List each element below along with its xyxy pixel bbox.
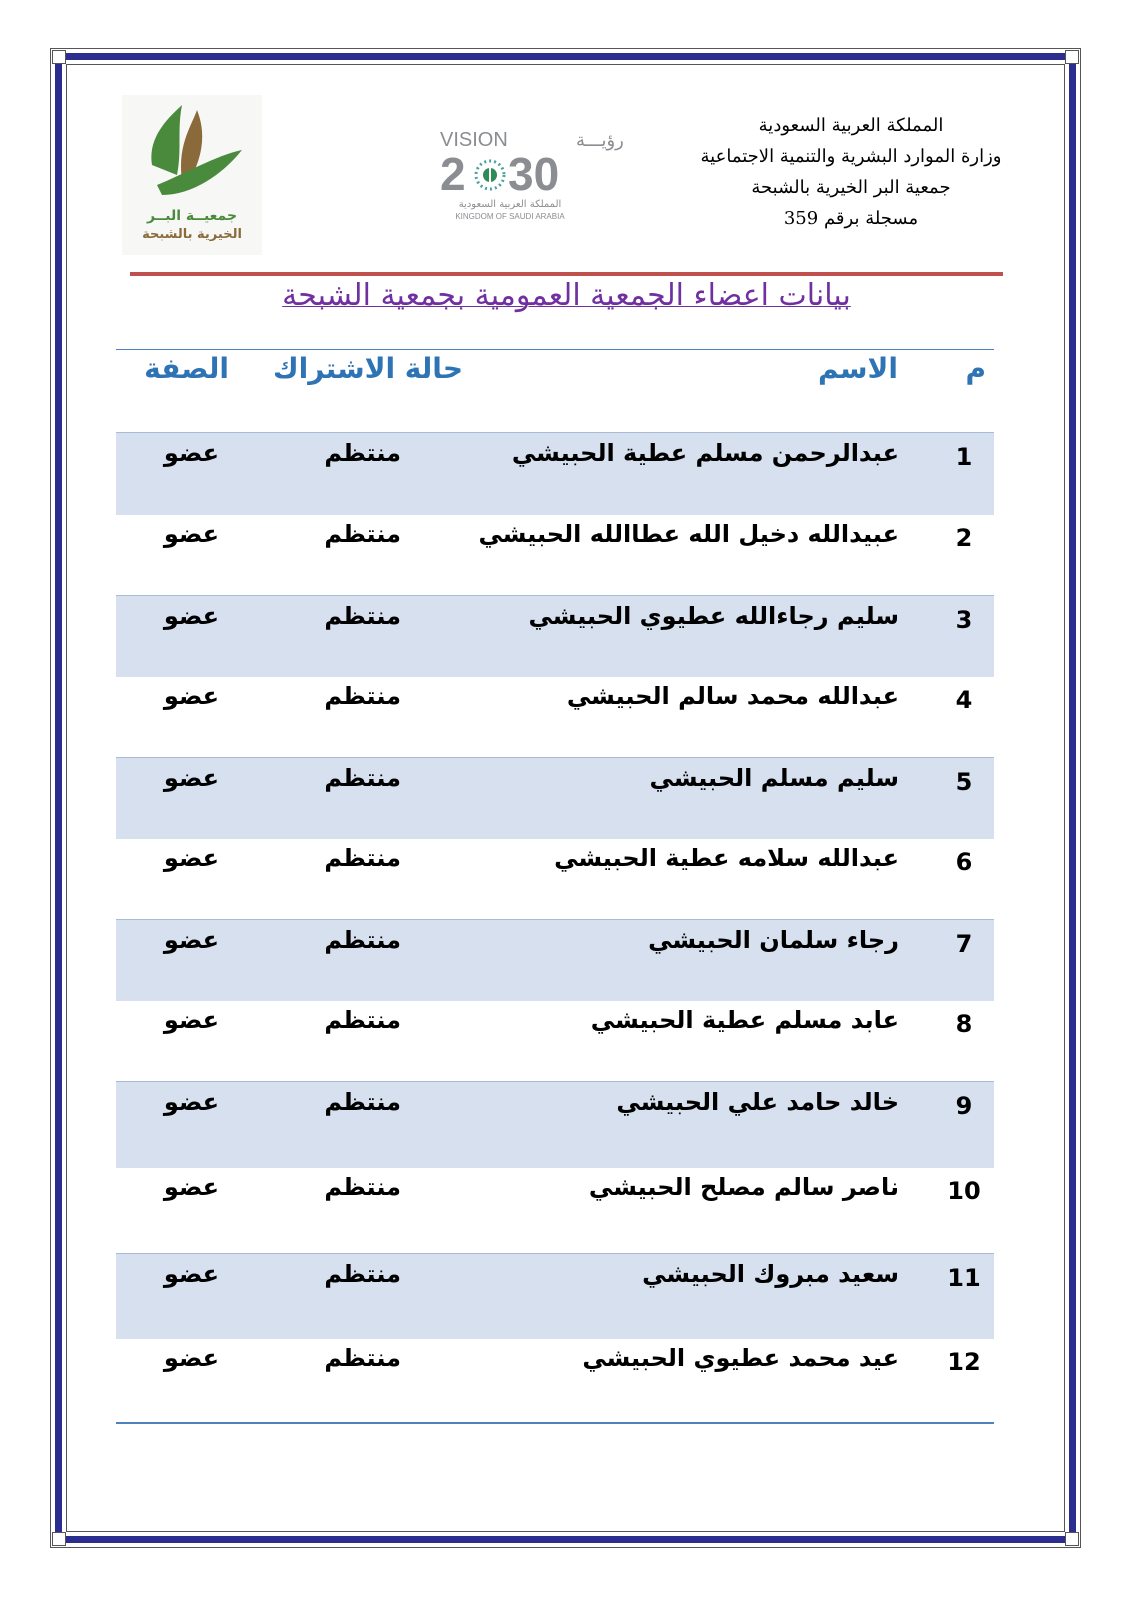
association-logo	[122, 95, 262, 255]
member-name: عبيدالله دخيل الله عطاالله الحبيشي	[478, 520, 899, 548]
subscription-status: منتظم	[324, 1006, 401, 1034]
subscription-status: منتظم	[324, 682, 401, 710]
vision-palm-emblem	[476, 161, 504, 189]
vision-arabic-word: رؤيـــة	[576, 130, 624, 151]
org-line-country: المملكة العربية السعودية	[758, 115, 944, 136]
border-corner	[1065, 1532, 1079, 1546]
document-title	[130, 278, 1003, 313]
header-divider	[130, 272, 1003, 276]
member-name: عبدالله سلامه عطية الحبيشي	[554, 844, 899, 872]
member-name: سليم رجاءالله عطيوي الحبيشي	[528, 602, 899, 630]
row-number: 11	[947, 1264, 981, 1292]
member-name: خالد حامد علي الحبيشي	[616, 1088, 899, 1116]
subscription-status: منتظم	[324, 439, 401, 467]
member-role: عضو	[163, 764, 219, 792]
member-role: عضو	[163, 926, 219, 954]
table-top-rule	[116, 349, 994, 350]
table-row	[116, 1338, 994, 1422]
subscription-status: منتظم	[324, 1344, 401, 1372]
row-number: 6	[955, 848, 973, 876]
column-header-name: الاسم	[818, 352, 898, 385]
org-line-registration: مسجلة برقم 359	[783, 208, 919, 229]
border-corner	[52, 1532, 66, 1546]
vision-text: VISION	[440, 129, 508, 151]
table-row	[116, 432, 994, 515]
member-name: رجاء سلمان الحبيشي	[648, 926, 899, 954]
org-line-ministry: وزارة الموارد البشرية والتنمية الاجتماعية	[700, 146, 1002, 167]
row-number: 3	[955, 606, 973, 634]
row-number: 12	[947, 1348, 981, 1376]
column-header-num: م	[965, 352, 986, 385]
row-number: 1	[955, 443, 973, 471]
member-name: عيد محمد عطيوي الحبيشي	[582, 1344, 899, 1372]
member-name: سليم مسلم الحبيشي	[649, 764, 899, 792]
org-line-association: جمعية البر الخيرية بالشبحة	[751, 177, 951, 198]
member-name: عبدالله محمد سالم الحبيشي	[566, 682, 899, 710]
member-role: عضو	[163, 1344, 219, 1372]
row-number: 8	[955, 1010, 973, 1038]
table-row	[116, 1000, 994, 1081]
table-row	[116, 595, 994, 677]
vision-english-country: KINGDOM OF SAUDI ARABIA	[455, 212, 565, 221]
vision-2030-logo	[440, 120, 624, 230]
document-title-text: بيانات اعضاء الجمعية العمومية بجمعية الشبحة	[282, 278, 851, 313]
table-row	[116, 676, 994, 757]
row-number: 2	[955, 524, 973, 552]
subscription-status: منتظم	[324, 1173, 401, 1201]
member-role: عضو	[163, 439, 219, 467]
organization-header	[671, 110, 1031, 234]
member-role: عضو	[163, 1006, 219, 1034]
member-role: عضو	[163, 1088, 219, 1116]
member-role: عضو	[163, 844, 219, 872]
vision-arabic-country: المملكة العربية السعودية	[458, 199, 562, 210]
border-corner	[52, 50, 66, 64]
table-row	[116, 838, 994, 919]
subscription-status: منتظم	[324, 764, 401, 792]
member-name: عابد مسلم عطية الحبيشي	[590, 1006, 899, 1034]
subscription-status: منتظم	[324, 602, 401, 630]
border-corner	[1065, 50, 1079, 64]
member-role: عضو	[163, 520, 219, 548]
subscription-status: منتظم	[324, 844, 401, 872]
member-name: ناصر سالم مصلح الحبيشي	[588, 1173, 899, 1201]
table-row	[116, 1167, 994, 1253]
table-row	[116, 919, 994, 1001]
column-header-role: الصفة	[144, 352, 229, 385]
row-number: 7	[955, 930, 973, 958]
row-number: 4	[955, 686, 973, 714]
row-number: 9	[955, 1092, 973, 1120]
member-name: عبدالرحمن مسلم عطية الحبيشي	[511, 439, 899, 467]
row-number: 5	[955, 768, 973, 796]
table-row	[116, 514, 994, 595]
member-role: عضو	[163, 1260, 219, 1288]
member-role: عضو	[163, 602, 219, 630]
table-row	[116, 1081, 994, 1168]
vision-digit-2: 2	[440, 148, 466, 200]
row-number: 10	[947, 1177, 981, 1205]
table-row	[116, 757, 994, 839]
column-header-status: حالة الاشتراك	[272, 352, 463, 385]
member-role: عضو	[163, 1173, 219, 1201]
logo-text-line1: جمعيــة البــر	[146, 208, 238, 224]
vision-digits-30: 30	[508, 148, 560, 200]
member-name: سعيد مبروك الحبيشي	[642, 1260, 899, 1288]
subscription-status: منتظم	[324, 926, 401, 954]
table-row	[116, 1253, 994, 1339]
table-bottom-rule	[116, 1422, 994, 1424]
member-role: عضو	[163, 682, 219, 710]
subscription-status: منتظم	[324, 1088, 401, 1116]
subscription-status: منتظم	[324, 1260, 401, 1288]
subscription-status: منتظم	[324, 520, 401, 548]
logo-text-line2: الخيرية بالشبحة	[142, 227, 242, 242]
